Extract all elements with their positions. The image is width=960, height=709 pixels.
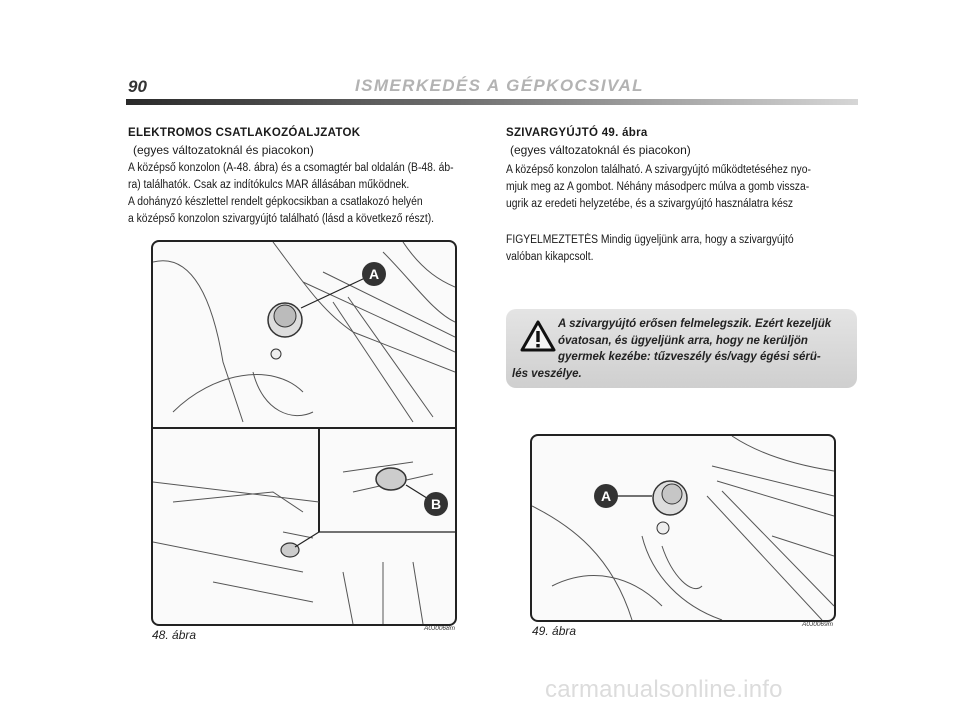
left-line-3: A dohányzó készlettel rendelt gépkocsikban a csatlakozó helyén [128,196,423,208]
figure-48-label-a: A [368,266,380,282]
left-line-2: ra) találhatók. Csak az indítókulcs MAR állásában működnek. [128,179,410,191]
figure-48 [151,240,457,626]
figure-49-label-a: A [600,488,612,504]
caution-text [512,316,842,382]
left-line-1: A középső konzolon (A-48. ábra) és a csomagtér bal oldalán (B-48. áb- [128,162,454,174]
figure-48-illustration [153,242,455,624]
right-warning [506,232,857,266]
figure-48-caption: 48. ábra [152,628,197,642]
right-line-3: ugrik az eredeti helyzetébe, és a szivargyújtó használatra kész [506,198,794,210]
right-warning-line-1: FIGYELMEZTETÉS Mindig ügyeljünk arra, hogy a szivargyújtó [506,234,794,246]
page-number: 90 [128,77,147,96]
header-rule [126,99,858,105]
figure-49-illustration [532,436,834,620]
figure-49-caption: 49. ábra [532,624,577,638]
left-subtitle: (egyes változatoknál és piacokon) [133,143,314,157]
caution-line-2: óvatosan, és ügyeljünk arra, hogy ne kerüljön [558,334,808,347]
right-warning-line-2: valóban kikapcsolt. [506,251,594,263]
right-paragraph [506,162,857,213]
figure-48-code: A0J0068m [424,625,456,632]
left-section-title: ELEKTROMOS CSATLAKOZÓALJZATOK [128,127,361,139]
caution-line-1: A szivargyújtó erősen felmelegszik. Ezért kezeljük [558,318,832,330]
caution-line-4: lés veszélye. [512,367,582,380]
figure-48-label-b: B [430,496,442,512]
right-section-title: SZIVARGYÚJTÓ 49. ábra [506,127,648,139]
left-line-4: a középső konzolon szivargyújtó található (lásd a következő részt). [128,213,435,225]
socket-b-icon [376,468,406,490]
caution-line-3: gyermek kezébe: tűzveszély és/vagy égési sérü- [558,351,821,363]
console-curve [153,261,243,422]
right-line-2: mjuk meg az A gombot. Néhány másodperc múlva a gomb vissza- [506,181,810,193]
right-line-1: A középső konzolon található. A szivargyújtó működtetéséhez nyo- [506,164,811,176]
figure-49 [530,434,836,622]
right-subtitle: (egyes változatoknál és piacokon) [510,143,691,157]
figure-49-code: A0J0069m [802,621,834,628]
watermark: carmanualsonline.info [545,676,783,703]
header-title: ISMERKEDÉS A GÉPKOCSIVAL [355,76,644,95]
